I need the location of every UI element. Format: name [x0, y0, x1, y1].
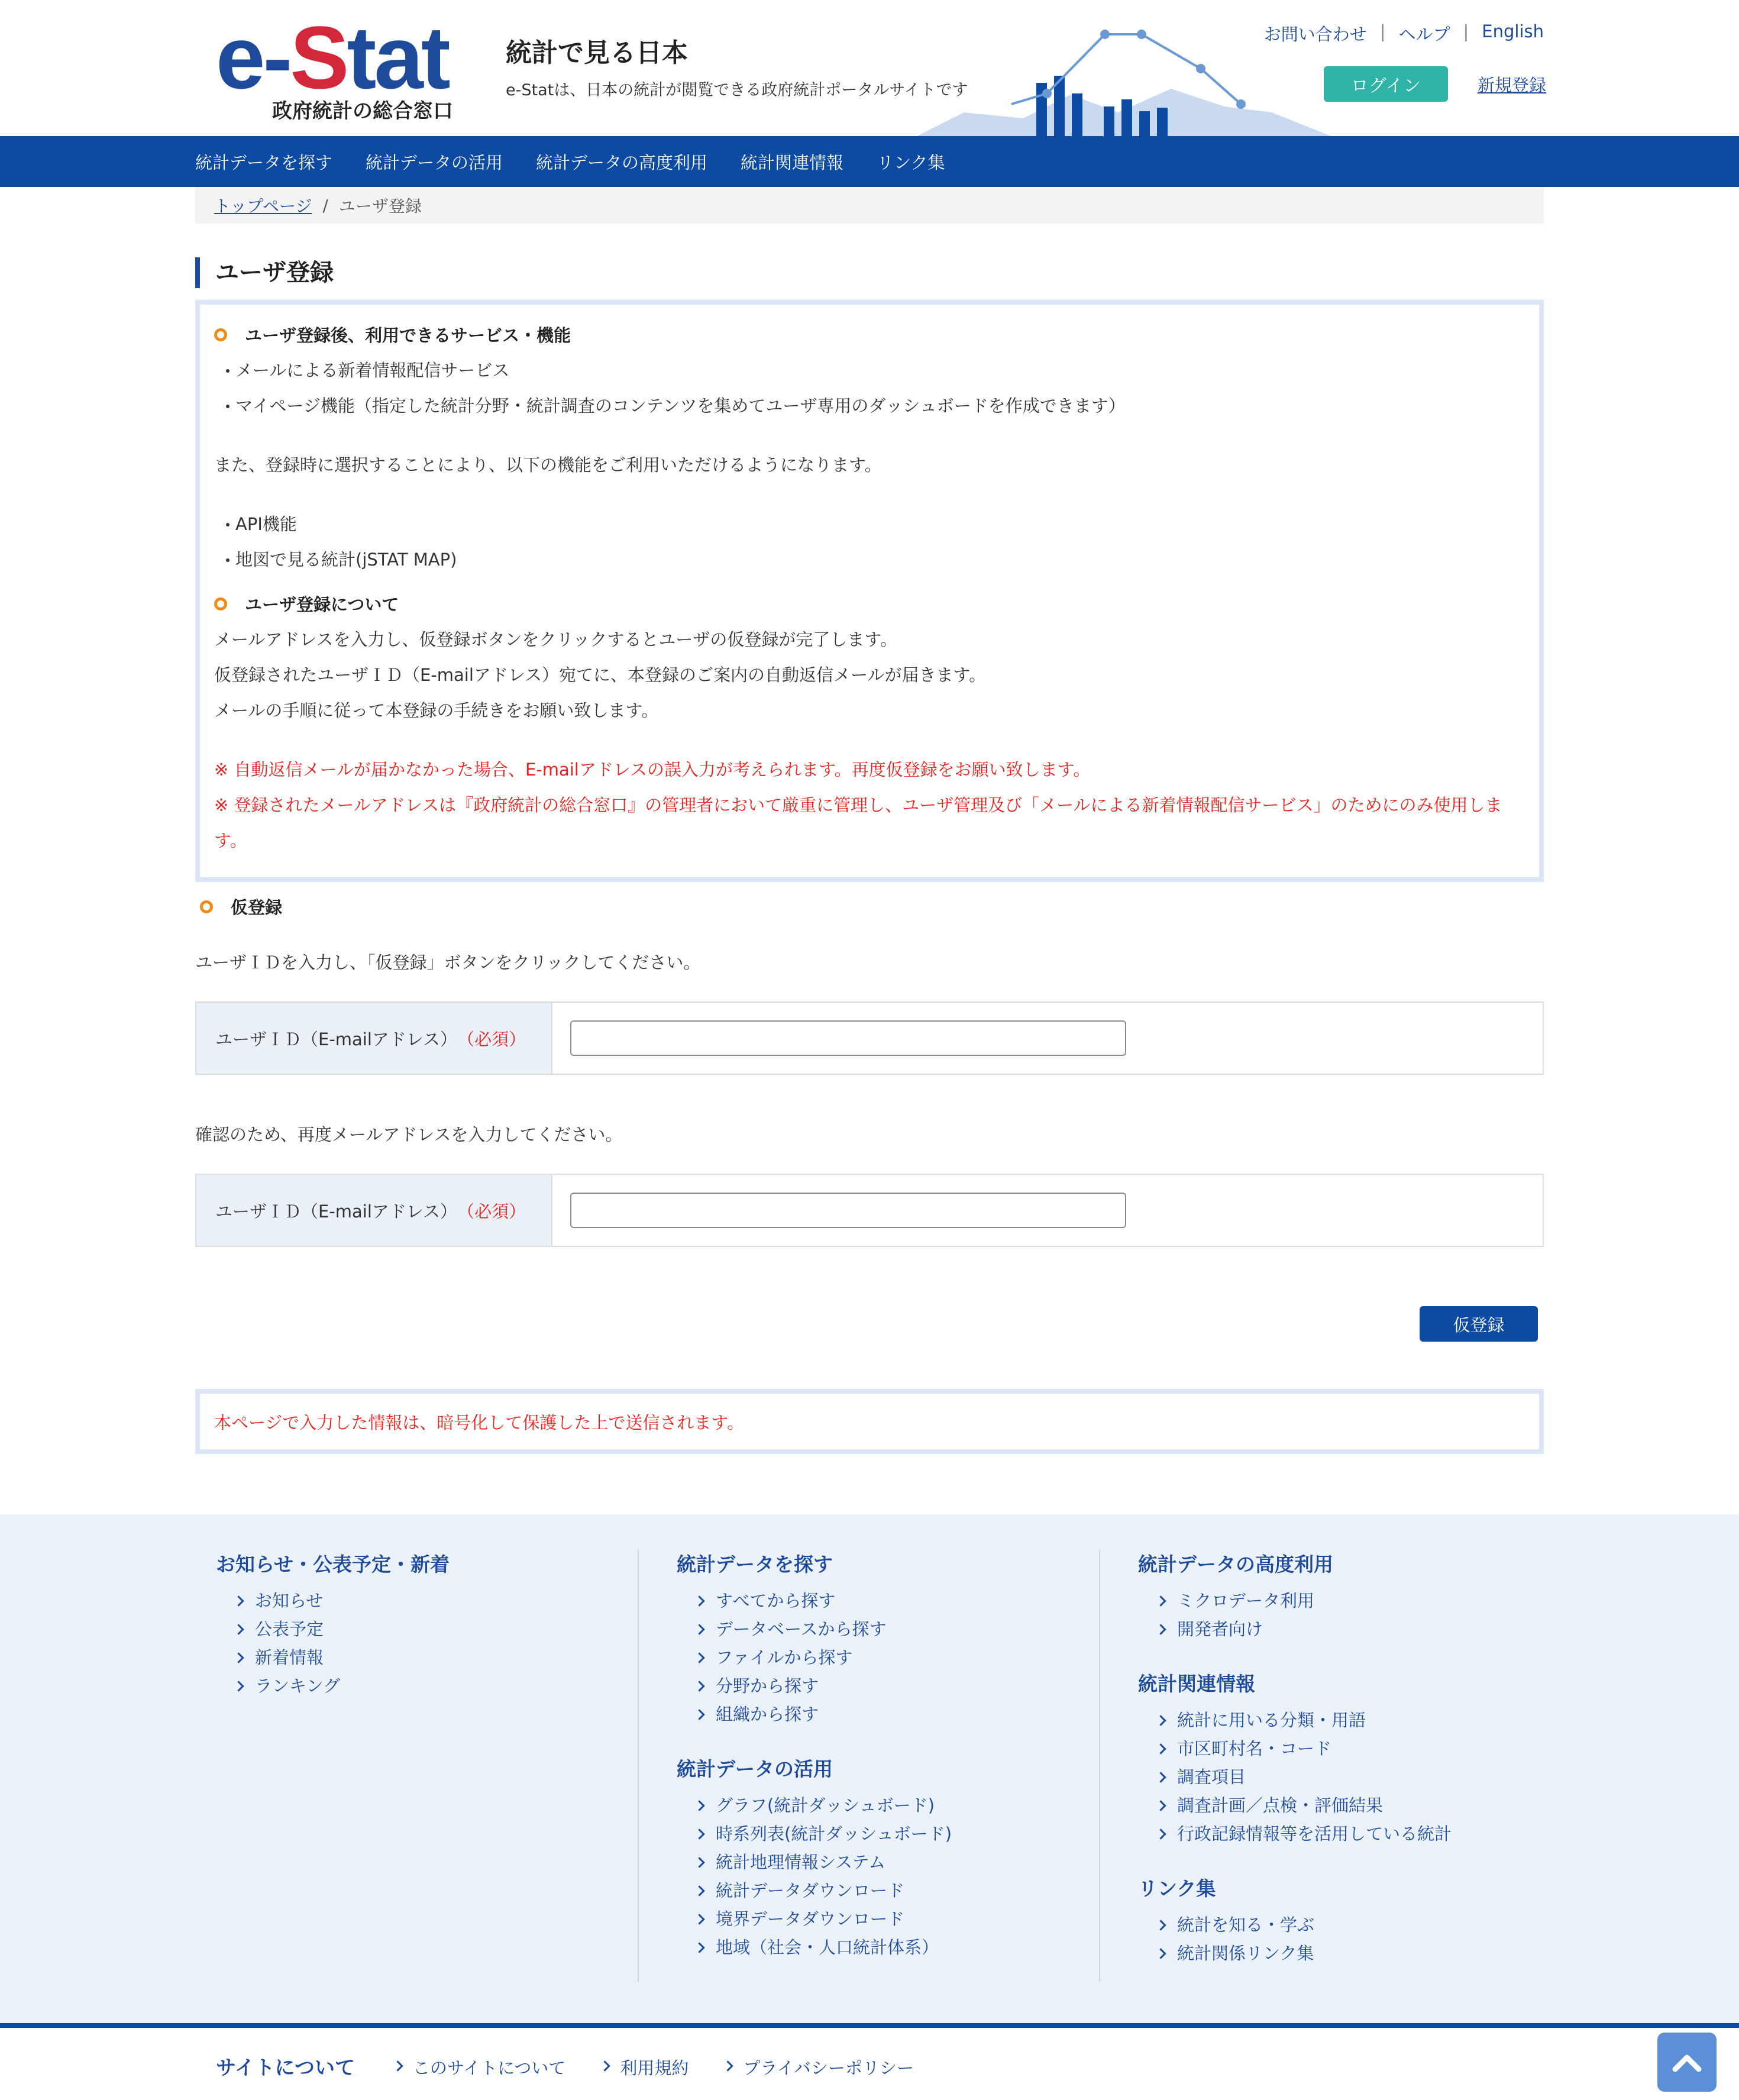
services-heading-text: ユーザ登録後、利用できるサービス・機能: [245, 325, 571, 345]
footer-col-data: [677, 1550, 952, 1988]
provisional-heading-text: 仮登録: [231, 897, 283, 917]
global-nav: [0, 136, 1739, 187]
site-logo[interactable]: [216, 8, 453, 125]
list-item: API機能: [214, 506, 1525, 542]
email-field[interactable]: [570, 1020, 1126, 1056]
info-box: [195, 300, 1544, 882]
nav-item-use-data[interactable]: 統計データの活用: [366, 152, 503, 173]
footer-link[interactable]: 統計関係リンク集: [1138, 1939, 1452, 1967]
user-id-row: [195, 1001, 1544, 1075]
about-text: [214, 622, 1525, 728]
services-heading: [214, 322, 1525, 347]
note-line: ※ 自動返信メールが届かなかった場合、E-mailアドレスの誤入力が考えられます。再度仮登録をお願い致します。: [214, 760, 1091, 780]
footer-link[interactable]: ランキング: [216, 1672, 450, 1700]
page-top-button[interactable]: [1657, 2033, 1717, 2092]
site-header: [0, 0, 1739, 136]
tagline-description: e-Statは、日本の統計が閲覧できる政府統計ポータルサイトです: [506, 81, 968, 99]
nav-item-links[interactable]: リンク集: [877, 152, 945, 173]
footer-heading[interactable]: 統計データの活用: [677, 1757, 833, 1781]
logo-wordmark: e-Stat: [216, 8, 448, 107]
orange-ring-icon: [214, 328, 227, 341]
form-instruction: ユーザＩＤを入力し、「仮登録」ボタンをクリックしてください。: [195, 952, 701, 973]
user-id-label: [196, 1003, 552, 1074]
footer-link[interactable]: 分野から探す: [677, 1672, 952, 1700]
footer-heading[interactable]: 統計関連情報: [1138, 1672, 1255, 1695]
footer-divider: [1099, 1550, 1100, 1982]
about-site-link[interactable]: このサイトについて: [392, 2055, 565, 2079]
bottom-links: [392, 2055, 914, 2079]
site-tagline: [506, 35, 968, 100]
about-line: 仮登録されたユーザＩＤ（E-mailアドレス）宛てに、本登録のご案内の自動返信メールが届きます。: [214, 665, 987, 685]
footer-col-advanced: [1138, 1550, 1452, 1994]
terms-link[interactable]: 利用規約: [599, 2055, 689, 2079]
site-footer: [0, 1514, 1739, 2023]
required-mark: （必須）: [457, 1029, 526, 1049]
footer-link[interactable]: ミクロデータ利用: [1138, 1587, 1452, 1615]
english-link[interactable]: English: [1482, 21, 1544, 41]
confirm-id-cell: [552, 1175, 1543, 1246]
contact-link[interactable]: お問い合わせ: [1263, 24, 1367, 44]
orange-ring-icon: [214, 597, 227, 610]
footer-link[interactable]: 統計地理情報システム: [677, 1848, 952, 1876]
footer-heading[interactable]: お知らせ・公表予定・新着: [216, 1553, 450, 1576]
about-line: メールの手順に従って本登録の手続きをお願い致します。: [214, 700, 659, 721]
field-label-text: ユーザＩＤ（E-mailアドレス）: [215, 1201, 458, 1222]
also-text: また、登録時に選択することにより、以下の機能をご利用いただけるようになります。: [214, 455, 882, 475]
required-mark: （必須）: [457, 1201, 526, 1222]
help-link[interactable]: ヘルプ: [1398, 24, 1450, 44]
about-line: メールアドレスを入力し、仮登録ボタンをクリックするとユーザの仮登録が完了します。: [214, 629, 898, 650]
footer-link[interactable]: データベースから探す: [677, 1615, 952, 1643]
footer-link[interactable]: 統計に用いる分類・用語: [1138, 1706, 1452, 1734]
privacy-link[interactable]: プライバシーポリシー: [722, 2055, 914, 2079]
nav-item-advanced-use[interactable]: 統計データの高度利用: [536, 152, 708, 173]
footer-link[interactable]: お知らせ: [216, 1587, 450, 1615]
footer-link[interactable]: 統計を知る・学ぶ: [1138, 1911, 1452, 1939]
breadcrumb-current: ユーザ登録: [338, 196, 422, 216]
footer-link[interactable]: 新着情報: [216, 1643, 450, 1672]
breadcrumb: [195, 187, 1544, 224]
login-button[interactable]: ログイン: [1324, 66, 1448, 102]
field-label-text: ユーザＩＤ（E-mailアドレス）: [215, 1029, 458, 1049]
user-id-cell: [552, 1003, 1543, 1074]
register-link[interactable]: 新規登録: [1478, 75, 1547, 95]
footer-link[interactable]: 行政記録情報等を活用している統計: [1138, 1820, 1452, 1848]
list-item: メールによる新着情報配信サービス: [214, 353, 1525, 388]
footer-link[interactable]: すべてから探す: [677, 1587, 952, 1615]
bottom-bar: [0, 2023, 1739, 2100]
footer-link[interactable]: 開発者向け: [1138, 1615, 1452, 1643]
util-separator: |: [1463, 21, 1469, 41]
provisional-register-button[interactable]: 仮登録: [1420, 1306, 1538, 1342]
tagline-title: 統計で見る日本: [506, 38, 688, 68]
note-line: ※ 登録されたメールアドレスは『政府統計の総合窓口』の管理者において厳重に管理し、ユーザ管理及び「メールによる新着情報配信サービス」のためにのみ使用します。: [214, 795, 1502, 851]
footer-divider: [638, 1550, 639, 1982]
about-heading: [214, 592, 1525, 616]
breadcrumb-separator: /: [322, 195, 328, 215]
notes: [214, 752, 1525, 858]
breadcrumb-home[interactable]: トップページ: [214, 196, 312, 216]
bottom-title: サイトについて: [216, 2056, 355, 2080]
footer-heading[interactable]: 統計データの高度利用: [1138, 1553, 1333, 1576]
footer-link[interactable]: グラフ(統計ダッシュボード): [677, 1791, 952, 1820]
footer-link[interactable]: 時系列表(統計ダッシュボード): [677, 1820, 952, 1848]
nav-item-related-info[interactable]: 統計関連情報: [741, 152, 844, 173]
secure-note-box: [195, 1389, 1544, 1454]
about-heading-text: ユーザ登録について: [245, 595, 399, 615]
footer-link[interactable]: 調査項目: [1138, 1763, 1452, 1791]
chevron-up-icon: [1670, 2050, 1704, 2074]
nav-item-search-data[interactable]: 統計データを探す: [195, 152, 333, 173]
list-item: 地図で見る統計(jSTAT MAP): [214, 542, 1525, 577]
provisional-heading: [200, 894, 282, 919]
footer-link[interactable]: 市区町村名・コード: [1138, 1734, 1452, 1763]
orange-ring-icon: [200, 900, 213, 913]
footer-link[interactable]: 統計データダウンロード: [677, 1876, 952, 1905]
utility-links: [1264, 21, 1544, 46]
list-item: マイページ機能（指定した統計分野・統計調査のコンテンツを集めてユーザ専用のダッシュボードを作成できます）: [214, 388, 1525, 424]
secure-note-text: 本ページで入力した情報は、暗号化して保護した上で送信されます。: [214, 1412, 745, 1433]
logo-subtitle: 政府統計の総合窓口: [272, 99, 453, 123]
confirm-id-label: [196, 1175, 552, 1246]
email-confirm-field[interactable]: [570, 1193, 1126, 1228]
footer-link[interactable]: 公表予定: [216, 1615, 450, 1643]
footer-col-news: [216, 1550, 450, 1726]
footer-heading[interactable]: リンク集: [1138, 1877, 1216, 1900]
footer-link[interactable]: ファイルから探す: [677, 1643, 952, 1672]
footer-link[interactable]: 調査計画／点検・評価結果: [1138, 1791, 1452, 1820]
page-title: ユーザ登録: [195, 257, 334, 288]
footer-heading[interactable]: 統計データを探す: [677, 1553, 833, 1576]
footer-link[interactable]: 境界データダウンロード: [677, 1905, 952, 1933]
confirm-instruction: 確認のため、再度メールアドレスを入力してください。: [195, 1125, 623, 1145]
footer-link[interactable]: 組織から探す: [677, 1700, 952, 1729]
services-list: [214, 353, 1525, 424]
footer-link[interactable]: 地域（社会・人口統計体系）: [677, 1933, 952, 1962]
util-separator: |: [1379, 21, 1386, 41]
confirm-id-row: [195, 1174, 1544, 1247]
optional-features-list: [214, 506, 1525, 577]
